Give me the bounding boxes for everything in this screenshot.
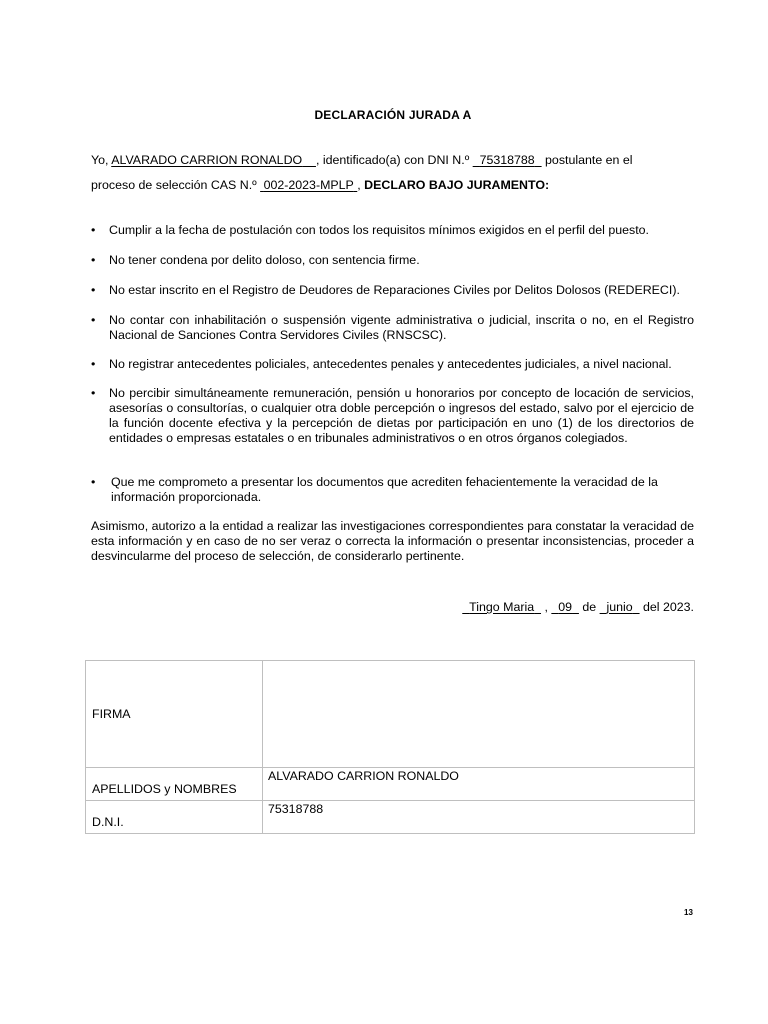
list-item: • Cumplir a la fecha de postulación con todos los requisitos mínimos exigidos en el perfil del puesto. [91, 223, 649, 237]
cas-number: 002-2023-MPLP [263, 178, 354, 192]
table-row [86, 801, 695, 834]
date-line: Tingo Maria , 09 de junio del 2023. [462, 600, 694, 614]
bullet-icon: • [91, 283, 96, 297]
dni-label: D.N.I. [86, 801, 263, 834]
bullet-icon: • [91, 357, 96, 371]
intro-comma: , [357, 178, 365, 192]
intro-postulante: postulante en el [541, 153, 633, 167]
date-place: Tingo Maria [469, 600, 535, 614]
dni-value: 75318788 [263, 801, 695, 834]
intro-yo: Yo, [91, 153, 112, 167]
bullet-icon: • [91, 253, 96, 267]
date-day: 09 [558, 600, 573, 614]
bullet-icon: • [91, 386, 96, 400]
firma-label: FIRMA [86, 661, 263, 768]
list-item: • No estar inscrito en el Registro de Deudores de Reparaciones Civiles por Delitos Dolosos (REDERECI). [91, 283, 680, 297]
date-month: junio [606, 600, 633, 614]
intro-identificado: , identificado(a) con DNI N.º [315, 153, 473, 167]
declarant-name: ALVARADO CARRION RONALDO [111, 153, 303, 167]
declaro-heading: DECLARO BAJO JURAMENTO: [364, 178, 550, 192]
intro-line-2 [91, 178, 549, 192]
document-title: DECLARACIÓN JURADA A [314, 108, 472, 122]
list-item: • No tener condena por delito doloso, con sentencia firme. [91, 253, 420, 267]
declarant-dni: 75318788 [479, 153, 535, 167]
table-row [86, 768, 695, 801]
page-number: 13 [684, 908, 693, 917]
authorization-paragraph: Asimismo, autorizo a la entidad a realizar las investigaciones correspondientes para constatar la veracidad de esta información y en caso de no ser veraz o correcta la información o presentar inconsistencias, proceder a desvincularme del proceso de selección, de considerarlo pertinente. [91, 519, 694, 563]
signature-box [263, 661, 695, 768]
bullet-icon: • [91, 223, 96, 237]
intro-line-1 [91, 153, 633, 167]
bullet-icon: • [91, 313, 96, 327]
list-item: • No registrar antecedentes policiales, antecedentes penales y antecedentes judiciales, a nivel nacional. [91, 357, 672, 371]
list-item: • No contar con inhabilitación o suspensión vigente administrativa o judicial, inscrita o no, en el Registro Nacional de Sanciones Contra Servidores Civiles (RNSCSC). [91, 313, 694, 342]
list-item: • No percibir simultáneamente remuneración, pensión u honorarios por concepto de locación de servicios, asesorías o consultorías, o cualquier otra doble percepción o ingresos del estado, salvo por el ejercicio de la función docente efectiva y la percepción de dietas por participación en uno (1) de los directorios de entidades o empresas estatales o en tribunales administrativos o en otros órganos colegiados. [91, 386, 694, 445]
date-year: del 2023. [639, 600, 694, 614]
table-row [86, 661, 695, 768]
apellidos-label: APELLIDOS y NOMBRES [86, 768, 263, 801]
signature-table [85, 660, 695, 834]
list-item: • Que me comprometo a presentar los documentos que acrediten fehacientemente la veracidad de la información proporcionada. [91, 475, 658, 504]
bullet-icon: • [91, 475, 96, 489]
intro-proceso: proceso de selección CAS N.º [91, 178, 261, 192]
apellidos-value: ALVARADO CARRION RONALDO [263, 768, 695, 801]
